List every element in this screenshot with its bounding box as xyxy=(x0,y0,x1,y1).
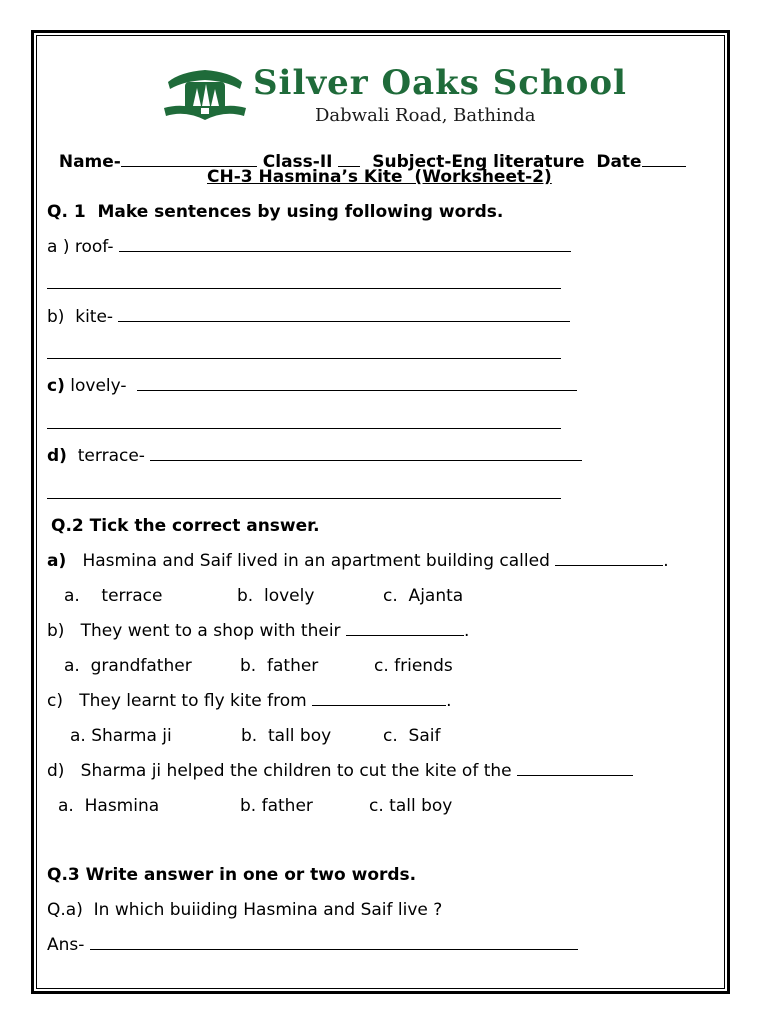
option-b[interactable]: b. lovely xyxy=(237,586,315,606)
q2-question-c xyxy=(47,691,452,711)
option-a[interactable]: a. terrace xyxy=(64,586,163,606)
fill-blank[interactable] xyxy=(346,621,464,636)
answer-label: Ans- xyxy=(47,935,90,955)
school-address: Dabwali Road, Bathinda xyxy=(315,105,536,126)
option-a[interactable]: a. Sharma ji xyxy=(70,726,172,746)
option-a[interactable]: a. grandfather xyxy=(64,656,192,676)
item-label: c) xyxy=(47,376,65,396)
q3-question: Q.a) In which buiiding Hasmina and Saif live ? xyxy=(47,900,443,920)
q1-heading: Q. 1 Make sentences by using following words. xyxy=(47,202,504,222)
q1-item-a xyxy=(47,237,571,257)
item-label: b) xyxy=(47,307,76,327)
name-blank[interactable] xyxy=(121,152,257,167)
item-word: terrace- xyxy=(66,446,145,466)
option-c[interactable]: c. tall boy xyxy=(369,796,453,816)
answer-line[interactable] xyxy=(47,498,561,499)
answer-blank[interactable] xyxy=(90,935,578,950)
question-label: c) xyxy=(47,691,63,711)
option-b[interactable]: b. father xyxy=(240,656,319,676)
school-name: Silver Oaks School xyxy=(253,63,627,103)
date-blank[interactable] xyxy=(642,152,686,167)
option-b[interactable]: b. tall boy xyxy=(241,726,332,746)
answer-blank[interactable] xyxy=(118,307,570,322)
q1-item-c xyxy=(47,376,577,396)
question-end: . xyxy=(663,551,669,571)
question-label: d) xyxy=(47,761,65,781)
answer-blank[interactable] xyxy=(150,446,582,461)
answer-line[interactable] xyxy=(47,428,561,429)
name-label: Name- xyxy=(58,152,121,172)
q2-question-b xyxy=(47,621,469,641)
option-c[interactable]: c. Saif xyxy=(383,726,441,746)
answer-line[interactable] xyxy=(47,288,561,289)
fill-blank[interactable] xyxy=(312,691,446,706)
answer-line[interactable] xyxy=(47,358,561,359)
q2-heading: Q.2 Tick the correct answer. xyxy=(51,516,320,536)
student-info-line xyxy=(47,132,686,172)
q3-heading: Q.3 Write answer in one or two words. xyxy=(47,865,417,885)
answer-blank[interactable] xyxy=(119,237,571,252)
q2-question-d xyxy=(47,761,633,781)
fill-blank[interactable] xyxy=(517,761,633,776)
q1-item-b xyxy=(47,307,570,327)
fill-blank[interactable] xyxy=(555,551,663,566)
worksheet-title: CH-3 Hasmina’s Kite (Worksheet-2) xyxy=(207,167,552,187)
question-text: Hasmina and Saif lived in an apartment building called xyxy=(66,551,556,571)
class-label: Class-II xyxy=(262,152,333,172)
answer-blank[interactable] xyxy=(137,376,577,391)
question-end: . xyxy=(463,621,470,641)
item-word: kite- xyxy=(75,307,114,327)
item-label: d) xyxy=(47,446,67,466)
option-c[interactable]: c. friends xyxy=(374,656,453,676)
q2-question-a xyxy=(47,551,669,571)
subject-label: Subject-Eng literature xyxy=(372,152,585,172)
question-text: They went to a shop with their xyxy=(64,621,346,641)
class-blank[interactable] xyxy=(338,152,360,167)
item-word: roof- xyxy=(74,237,114,257)
option-a[interactable]: a. Hasmina xyxy=(58,796,160,816)
date-label: Date xyxy=(596,152,642,172)
question-text: They learnt to fly kite from xyxy=(62,691,313,711)
q1-item-d xyxy=(47,446,582,466)
item-word: lovely- xyxy=(64,376,127,396)
question-text: Sharma ji helped the children to cut the kite of the xyxy=(64,761,518,781)
school-crest-logo xyxy=(160,62,250,124)
question-end: . xyxy=(446,691,452,711)
question-label: a) xyxy=(47,551,67,571)
option-b[interactable]: b. father xyxy=(240,796,313,816)
question-label: b) xyxy=(47,621,65,641)
q3-answer-line xyxy=(47,935,578,955)
item-label: a ) xyxy=(47,237,75,257)
option-c[interactable]: c. Ajanta xyxy=(383,586,464,606)
